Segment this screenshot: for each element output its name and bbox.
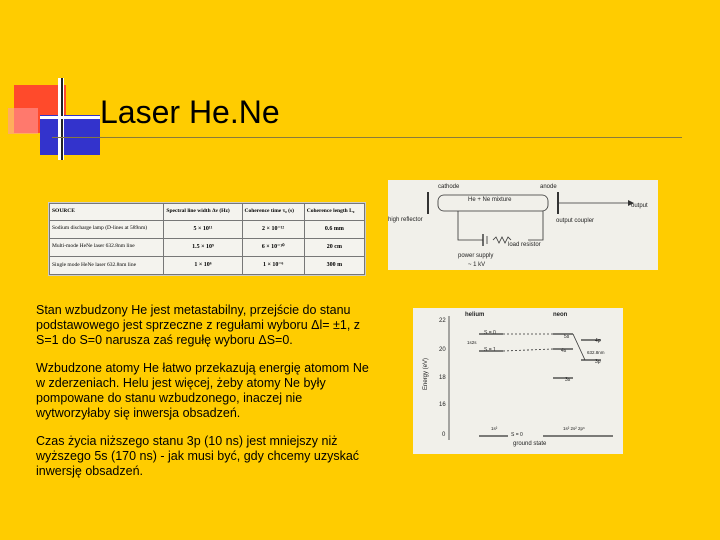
tube-label: He + Ne mixture (468, 197, 512, 203)
table-row (50, 256, 365, 274)
table-row (50, 220, 365, 238)
cathode-label: cathode (438, 184, 460, 190)
anode-wire (528, 211, 543, 240)
neon-heading: neon (553, 312, 568, 318)
cathode-wire (458, 211, 483, 240)
table-header: SOURCE (50, 204, 164, 221)
voltage-label: ~ 1 kV (468, 262, 486, 268)
table-cell: 1 × 10⁶ (164, 256, 242, 274)
energy-level-diagram (413, 308, 623, 454)
he-ground-config-label: 1s² (491, 426, 498, 431)
table-cell: Multi-mode HeNe laser 632.8nm line (50, 238, 164, 256)
he-level-label: S = 1 (484, 347, 496, 353)
ground-state-label: ground state (513, 441, 547, 447)
tick-label: 22 (439, 318, 446, 324)
table-cell: 6 × 10⁻¹⁰ (242, 238, 304, 256)
paragraph: Czas życia niższego stanu 3p (10 ns) jest mniejszy niż wyższego 5s (170 ns) - jak musi być, gdy chcemy uzyskać inwersję obsadzeń. (36, 434, 360, 478)
table-cell: 300 m (304, 256, 364, 274)
coherence-table (48, 202, 366, 276)
energy-transfer (503, 349, 553, 351)
table-cell: 5 × 10¹¹ (164, 220, 242, 238)
power-supply-label: power supply (458, 253, 494, 259)
table-header: Coherence length L₀ (304, 204, 364, 221)
tick-label: 18 (439, 375, 446, 381)
tick-label: 16 (439, 402, 446, 408)
he-ground-s-label: S = 0 (511, 432, 523, 438)
table-header-row (50, 204, 365, 221)
ne-level-label: 5s (564, 334, 570, 340)
table-cell: 1.5 × 10⁹ (164, 238, 242, 256)
ne-level-label: 4s (561, 348, 567, 354)
ne-ground-config-label: 1s² 2s² 2p⁶ (563, 426, 585, 431)
body-text (36, 303, 376, 492)
laser-transition (573, 334, 585, 360)
he-config-label: 1s2s (467, 340, 477, 345)
tick-label: 20 (439, 347, 446, 353)
load-resistor-label: load resistor (508, 242, 541, 248)
output-coupler-label: output coupler (556, 218, 595, 224)
table-cell: 2 × 10⁻¹² (242, 220, 304, 238)
corner-decoration (0, 0, 110, 170)
table-cell: 20 cm (304, 238, 364, 256)
ne-level-label: 3p (595, 359, 601, 365)
helium-heading: helium (465, 312, 485, 318)
title-rule (52, 137, 682, 138)
tick-label: 0 (442, 432, 446, 438)
table-header: Spectral line width Δν (Hz) (164, 204, 242, 221)
table-row (50, 238, 365, 256)
energy-axis-label: Energy (eV) (423, 357, 429, 390)
table-cell: 1 × 10⁻⁶ (242, 256, 304, 274)
anode-label: anode (540, 184, 557, 190)
output-label: output (631, 203, 648, 209)
paragraph: Stan wzbudzony He jest metastabilny, przejście do stanu podstawowego jest sprzeczne z regułami wyboru Δl= ±1, z S=1 do S=0 narusza zaś regułę wyboru ΔS=0. (36, 303, 361, 347)
ne-level-label: 4p (595, 338, 601, 344)
he-level-label: S = 0 (484, 330, 496, 336)
paragraph: Wzbudzone atomy He łatwo przekazują energię atomom Ne w zderzeniach. Helu jest więcej, żeby atomy Ne były pompowane do stanu wzbudzonego, inaczej nie wytworzyłaby się inwersja obsadzeń. (36, 361, 369, 420)
table-cell: 0.6 mm (304, 220, 364, 238)
table-header: Coherence time τ₀ (s) (242, 204, 304, 221)
high-reflector-label: high reflector (388, 217, 423, 223)
table-cell: Single mode HeNe laser 632.8nm line (50, 256, 164, 274)
table-cell: Sodium discharge lamp (D-lines at 589nm) (50, 220, 164, 238)
laser-schematic (388, 180, 658, 270)
ne-line-label: 632.8nm (587, 350, 605, 355)
ne-level-label: 3s (565, 377, 571, 383)
slide-title: Laser He.Ne (100, 94, 280, 130)
